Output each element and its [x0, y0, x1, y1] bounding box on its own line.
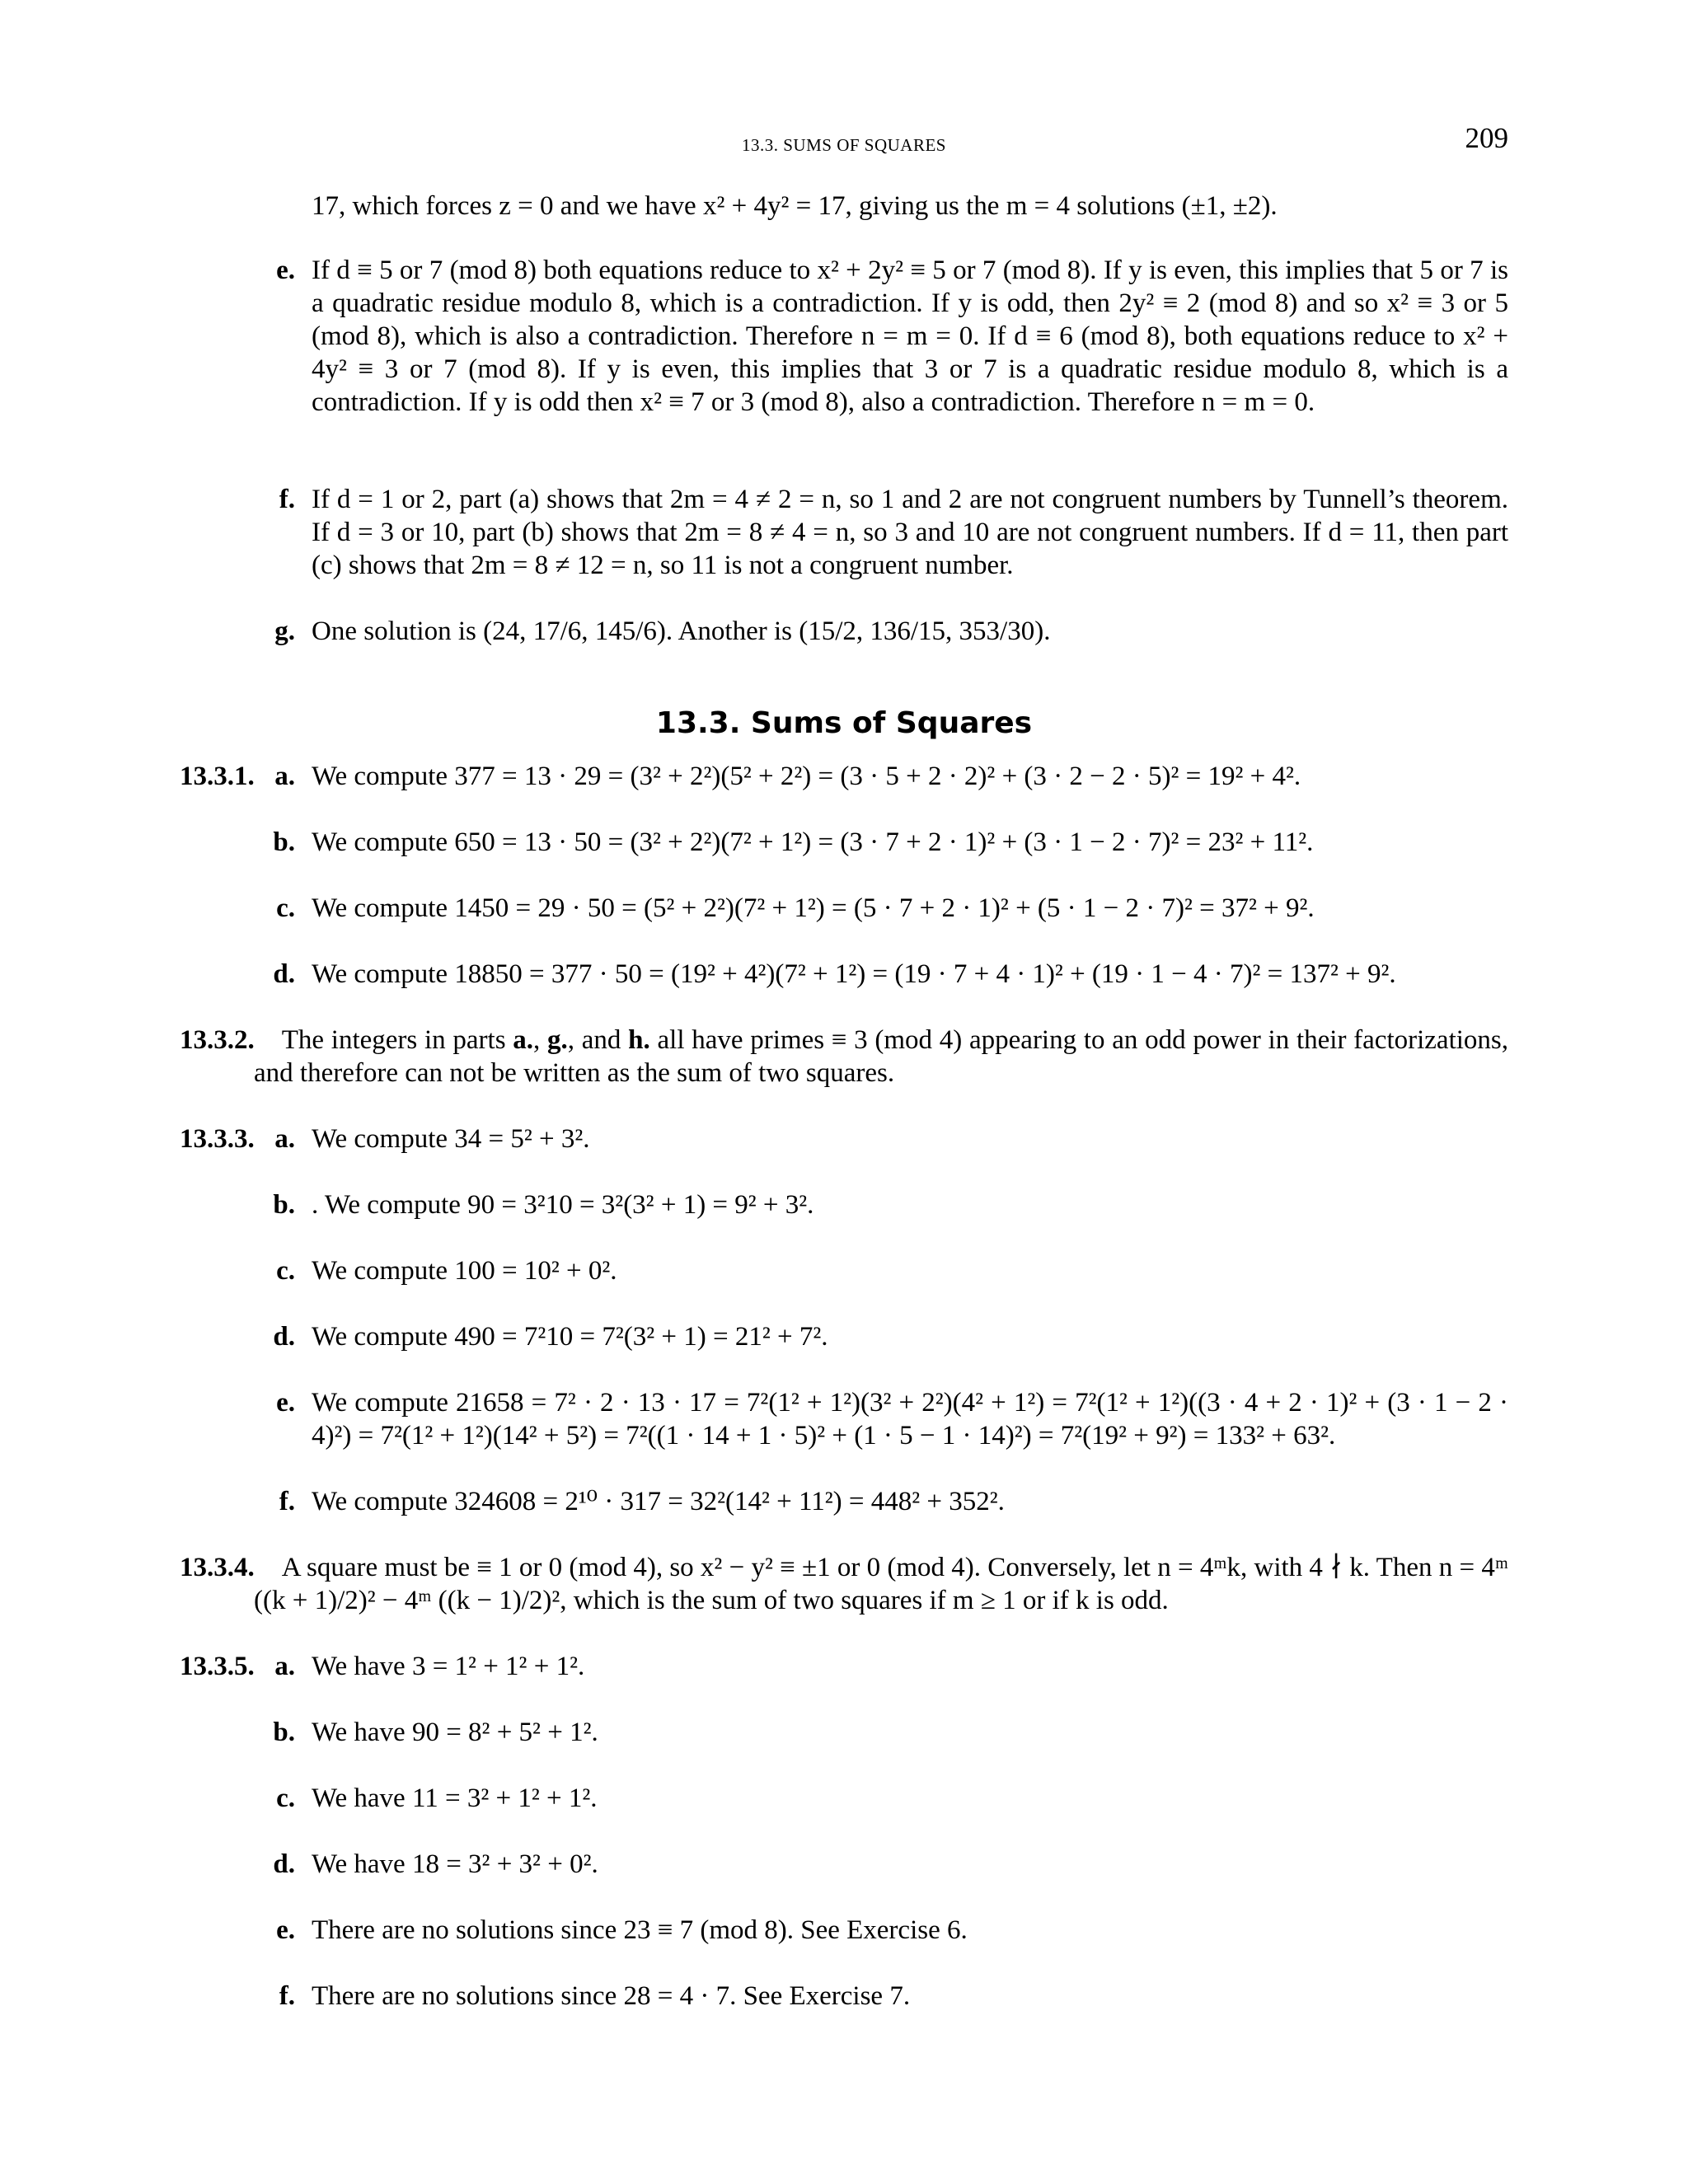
exercise-label: 13.3.3.: [180, 1124, 255, 1154]
part-ref-a: a.: [513, 1025, 534, 1055]
exercise-13-3-5-c: [180, 1782, 1508, 1815]
part-label: f.: [279, 1981, 295, 2011]
text-fragment: , and: [567, 1025, 629, 1055]
text-fragment: ,: [533, 1025, 548, 1055]
part-ref-g: g.: [547, 1025, 568, 1055]
part-label: a.: [274, 1124, 295, 1154]
part-text: We compute 377 = 13 · 29 = (3² + 2²)(5² + 2²) = (3 · 5 + 2 · 2)² + (3 · 2 − 2 · 5)² = 19² + 4².: [312, 762, 1301, 791]
exercise-13-3-5-e: [180, 1914, 1508, 1947]
part-text: If d = 1 or 2, part (a) shows that 2m = 4 ≠ 2 = n, so 1 and 2 are not congruent numbers by Tunnell’s theorem. If d = 3 or 10, part (b) shows that 2m = 8 ≠ 4 = n, so 3 and 10 are not congruent numbers. If d = 11, then part (c) shows that 2m = 8 ≠ 12 = n, so 11 is not a congruent number.: [312, 485, 1508, 580]
part-text: We compute 18850 = 377 · 50 = (19² + 4²)(7² + 1²) = (19 · 7 + 4 · 1)² + (19 · 1 − 4 · 7)² = 137² + 9².: [312, 959, 1396, 989]
exercise-label: 13.3.2.: [180, 1025, 255, 1055]
prior-part-g: [180, 615, 1508, 648]
part-label: e.: [276, 255, 295, 285]
exercise-13-3-1-d: [180, 958, 1508, 991]
exercise-13-3-3-d: [180, 1320, 1508, 1353]
exercise-13-3-3-a: [180, 1122, 1508, 1155]
part-label: f.: [279, 485, 295, 514]
exercise-13-3-5-a: [180, 1650, 1508, 1683]
exercise-13-3-1-b: [180, 826, 1508, 859]
text-fragment: The integers in parts: [281, 1025, 513, 1055]
running-head: 13.3. SUMS OF SQUARES: [742, 135, 946, 155]
part-label: b.: [273, 827, 295, 857]
exercise-label: 13.3.4.: [180, 1553, 255, 1582]
part-text: We have 90 = 8² + 5² + 1².: [312, 1718, 598, 1747]
part-text: If d ≡ 5 or 7 (mod 8) both equations reduce to x² + 2y² ≡ 5 or 7 (mod 8). If y is even, this implies that 5 or 7 is a quadratic residue modulo 8, which is a contradiction. If y is odd, then 2y² ≡ 2 (mod 8) and so x² ≡ 3 or 5 (mod 8), which is also a contradiction. Therefore n = m = 0. If d ≡ 6 (mod 8), both equations reduce to x² + 4y² ≡ 3 or 7 (mod 8). If y is even, this implies that 3 or 7 is a quadratic residue modulo 8, which is a contradiction. If y is odd then x² ≡ 7 or 3 (mod 8), also a contradiction. Therefore n = m = 0.: [312, 255, 1508, 417]
part-label: c.: [276, 1783, 295, 1813]
exercise-13-3-3-f: [180, 1485, 1508, 1518]
part-text: We compute 650 = 13 · 50 = (3² + 2²)(7² + 1²) = (3 · 7 + 2 · 1)² + (3 · 1 − 2 · 7)² = 23² + 11².: [312, 827, 1314, 857]
part-label: a.: [274, 1652, 295, 1681]
part-label: b.: [273, 1718, 295, 1747]
exercise-13-3-3-b: [180, 1188, 1508, 1221]
page-number: 209: [1465, 122, 1508, 154]
part-text: One solution is (24, 17/6, 145/6). Another is (15/2, 136/15, 353/30).: [312, 616, 1051, 646]
part-text: There are no solutions since 23 ≡ 7 (mod 8). See Exercise 6.: [312, 1915, 968, 1945]
part-text: We have 11 = 3² + 1² + 1².: [312, 1783, 598, 1813]
part-text: We compute 21658 = 7² · 2 · 13 · 17 = 7²(1² + 1²)(3² + 2²)(4² + 1²) = 7²(1² + 1²)((3 · 4 + 2 · 1)² + (3 · 1 − 2 · 4)²) = 7²(1² + 1²)(14² + 5²) = 7²((1 · 14 + 1 · 5)² + (1 · 5 − 1 · 14)²) = 7²(19² + 9²) = 133² + 63².: [312, 1388, 1508, 1451]
part-label: f.: [279, 1487, 295, 1516]
page-header: [180, 122, 1508, 160]
exercise-text: [180, 1551, 1508, 1617]
part-label: d.: [273, 959, 295, 989]
part-text: We compute 100 = 10² + 0².: [312, 1256, 617, 1286]
exercise-label: 13.3.1.: [180, 762, 255, 791]
exercise-13-3-3-e: [180, 1386, 1508, 1452]
part-label: d.: [273, 1322, 295, 1352]
exercise-text: [180, 1024, 1508, 1090]
exercise-13-3-1-c: [180, 892, 1508, 925]
part-text: We compute 324608 = 2¹⁰ · 317 = 32²(14² + 11²) = 448² + 352².: [312, 1487, 1005, 1516]
part-label: e.: [276, 1388, 295, 1418]
part-text: We have 18 = 3² + 3² + 0².: [312, 1849, 598, 1879]
part-label: b.: [273, 1190, 295, 1220]
prior-part-d-text: 17, which forces z = 0 and we have x² + 4y² = 17, giving us the m = 4 solutions (±1, ±2).: [312, 191, 1278, 221]
exercise-13-3-4: [180, 1551, 1508, 1617]
text-fragment: A square must be ≡ 1 or 0 (mod 4), so x² − y² ≡ ±1 or 0 (mod 4). Conversely, let n = 4ᵐk, with 4 ∤ k. Then n = 4ᵐ ((k + 1)/2)² − 4ᵐ ((k − 1)/2)², which is the sum of two squares if m ≥ 1 or if k is odd.: [254, 1553, 1508, 1615]
exercise-13-3-5-d: [180, 1848, 1508, 1881]
exercise-13-3-2: [180, 1024, 1508, 1090]
part-label: c.: [276, 893, 295, 923]
section-title: 13.3. Sums of Squares: [655, 706, 1033, 740]
prior-part-e: [180, 254, 1508, 452]
part-text: There are no solutions since 28 = 4 · 7. See Exercise 7.: [312, 1981, 911, 2011]
exercise-label: 13.3.5.: [180, 1652, 255, 1681]
part-text: We compute 34 = 5² + 3².: [312, 1124, 590, 1154]
part-text: . We compute 90 = 3²10 = 3²(3² + 1) = 9² + 3².: [312, 1190, 814, 1220]
exercise-13-3-3-c: [180, 1254, 1508, 1287]
part-label: d.: [273, 1849, 295, 1879]
prior-part-d-continuation: [180, 190, 1508, 223]
exercise-13-3-1-a: [180, 760, 1508, 793]
part-label: c.: [276, 1256, 295, 1286]
part-text: We have 3 = 1² + 1² + 1².: [312, 1652, 585, 1681]
part-label: g.: [274, 616, 295, 646]
part-ref-h: h.: [628, 1025, 650, 1055]
exercise-13-3-5-b: [180, 1716, 1508, 1749]
prior-part-f: [180, 483, 1508, 582]
part-label: a.: [274, 762, 295, 791]
part-label: e.: [276, 1915, 295, 1945]
text-fragment: all have primes ≡ 3 (mod 4) appearing to an odd power in their factorizations, and therefore can not be written as the sum of two squares.: [254, 1025, 1508, 1088]
part-text: We compute 490 = 7²10 = 7²(3² + 1) = 21² + 7².: [312, 1322, 828, 1352]
part-text: We compute 1450 = 29 · 50 = (5² + 2²)(7² + 1²) = (5 · 7 + 2 · 1)² + (5 · 1 − 2 · 7)² = 37² + 9².: [312, 893, 1315, 923]
exercise-13-3-5-f: [180, 1980, 1508, 2013]
